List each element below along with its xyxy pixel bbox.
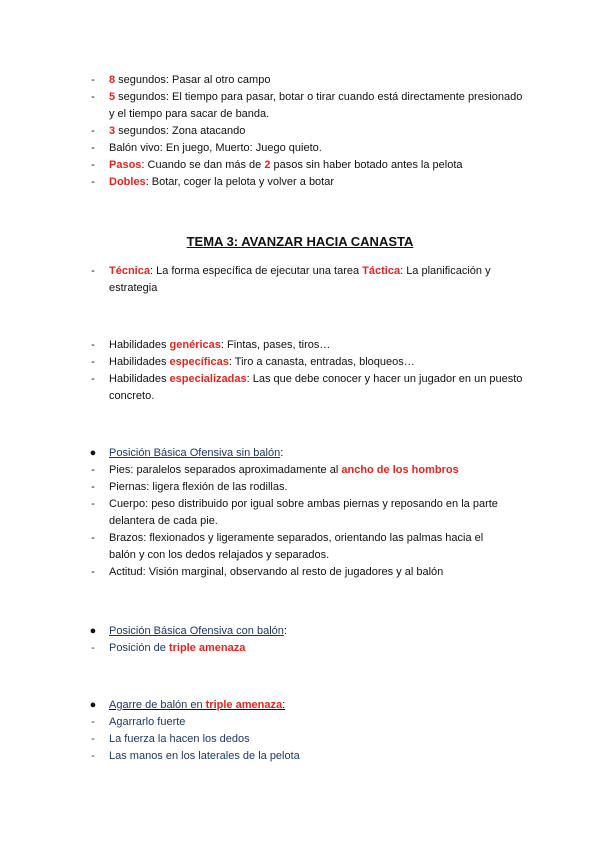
page-title: TEMA 3: AVANZAR HACIA CANASTA [186,234,414,249]
